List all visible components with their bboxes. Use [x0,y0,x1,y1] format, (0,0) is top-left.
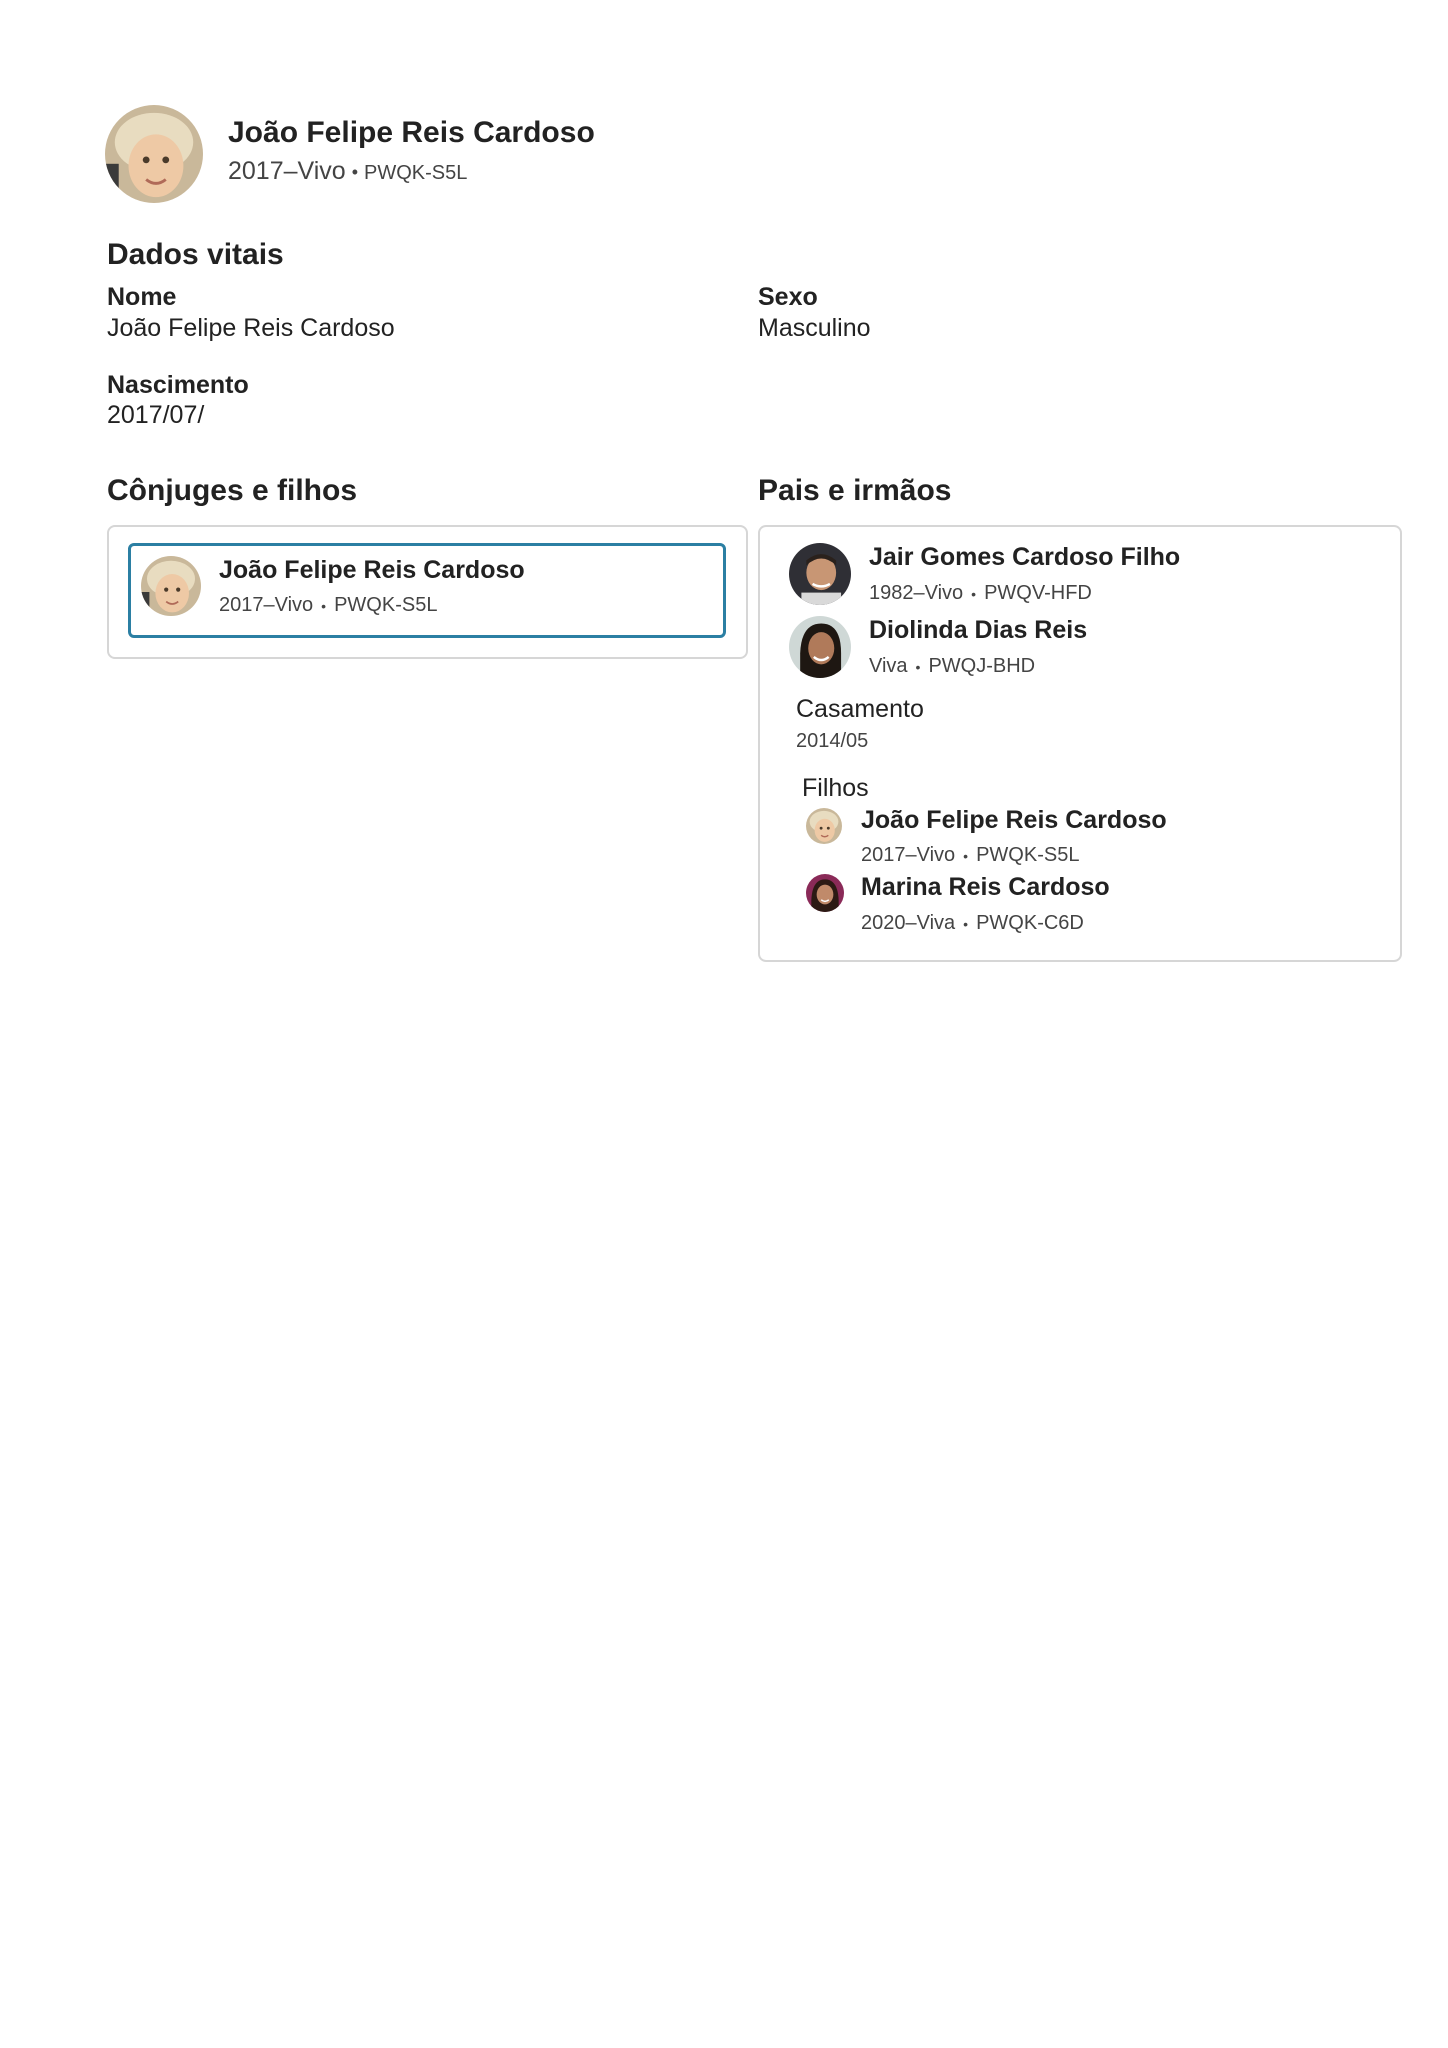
marriage-label: Casamento [796,695,924,723]
name-label: Nome [107,283,177,311]
child-avatar [806,808,842,844]
profile-meta [228,157,467,186]
spouses-section-title: Cônjuges e filhos [107,474,358,507]
woman-portrait-icon [789,616,851,678]
spouse-card-person-id[interactable]: PWQK-S5L [334,594,438,616]
name-value: João Felipe Reis Cardoso [107,314,395,342]
separator-dot: • [963,847,969,864]
children-label: Filhos [802,774,869,802]
sex-value: Masculino [758,314,871,342]
spouse-card-name[interactable]: João Felipe Reis Cardoso [219,556,525,584]
separator-dot: • [915,658,921,675]
father-avatar [789,543,851,605]
mother-name[interactable]: Diolinda Dias Reis [869,616,1088,644]
child-person-id[interactable]: PWQK-S5L [976,844,1080,866]
profile-person-id[interactable]: PWQK-S5L [364,162,468,184]
separator-dot: • [963,915,969,932]
child-lifespan: 2020–Viva [861,912,956,934]
child-meta [861,912,1084,935]
child-portrait-icon [141,556,201,616]
man-portrait-icon [789,543,851,605]
parents-section-title: Pais e irmãos [758,474,952,507]
separator-dot: • [321,597,327,614]
vital-section-title: Dados vitais [107,238,284,271]
mother-person-id[interactable]: PWQJ-BHD [928,655,1036,677]
profile-avatar [105,105,203,203]
father-lifespan: 1982–Vivo [869,582,964,604]
mother-meta [869,655,1035,678]
father-meta [869,582,1092,605]
spouse-card-lifespan: 2017–Vivo [219,594,314,616]
separator-dot: • [971,585,977,602]
father-name[interactable]: Jair Gomes Cardoso Filho [869,543,1181,571]
mother-avatar [789,616,851,678]
profile-lifespan: 2017–Vivo [228,157,346,185]
child-person-id[interactable]: PWQK-C6D [976,912,1084,934]
child-avatar [806,874,844,912]
birth-label: Nascimento [107,371,249,399]
profile-name: João Felipe Reis Cardoso [228,116,595,149]
child-portrait-icon [806,808,842,844]
marriage-date: 2014/05 [796,730,869,752]
spouse-card-meta [219,594,437,617]
child-lifespan: 2017–Vivo [861,844,956,866]
separator-dot: • [351,161,359,182]
spouse-card-avatar [141,556,201,616]
child-name[interactable]: Marina Reis Cardoso [861,873,1110,901]
child-portrait-icon [105,105,203,203]
mother-lifespan: Viva [869,655,908,677]
child-name[interactable]: João Felipe Reis Cardoso [861,806,1167,834]
girl-portrait-icon [806,874,844,912]
sex-label: Sexo [758,283,818,311]
father-person-id[interactable]: PWQV-HFD [984,582,1092,604]
birth-value: 2017/07/ [107,401,205,429]
child-meta [861,844,1079,867]
